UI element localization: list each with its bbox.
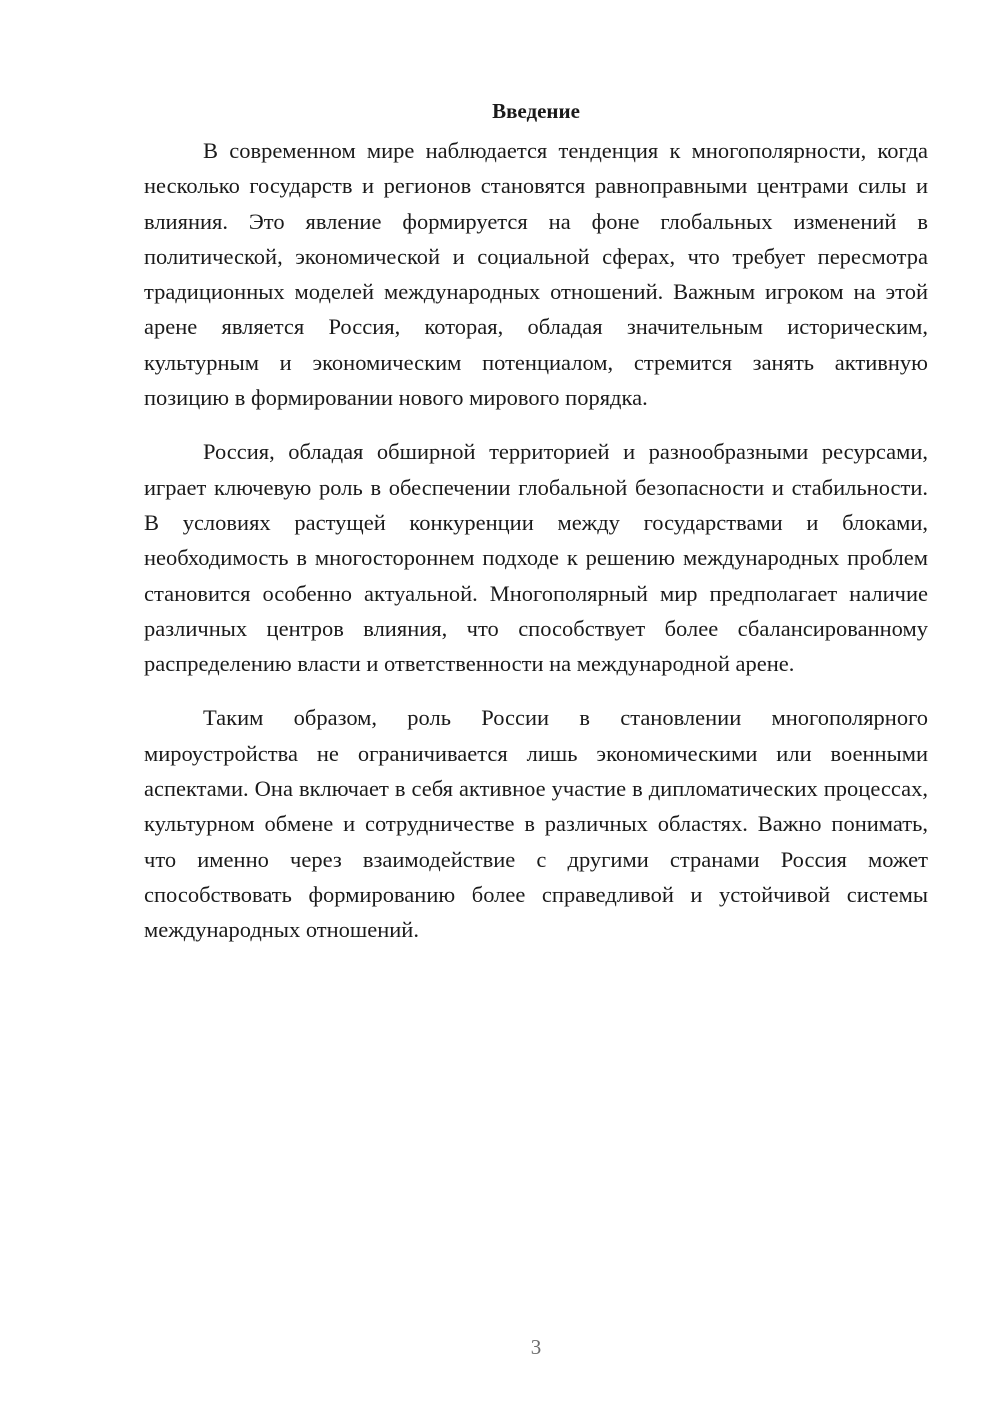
paragraph-3: Таким образом, роль России в становлении многополярного мироустройства не ограничивается лишь экономическими или военными аспектами. Она включает в себя активное участие в дипломатических процессах, культурном обмене и сотрудничестве в различных областях. Важно понимать, что именно через взаимодействие с другими странами Россия может способствовать формированию более справедливой и устойчивой системы международных отношений. xyxy=(144,705,928,943)
page-number: 3 xyxy=(530,1335,542,1359)
paragraph-2: Россия, обладая обширной территорией и разнообразными ресурсами, играет ключевую роль в обеспечении глобальной безопасности и стабильности. В условиях растущей конкуренции между государствами и блоками, необходимость в многостороннем подходе к решению международных проблем становится особенно актуальной. Многополярный мир предполагает наличие различных центров влияния, что способствует более сбалансированному распределению власти и ответственности на международной арене. xyxy=(144,439,928,677)
paragraph-1: В современном мире наблюдается тенденция к многополярности, когда несколько государств и регионов становятся равноправными центрами силы и влияния. Это явление формируется на фоне глобальных изменений в политической, экономической и социальной сферах, что требует пересмотра традиционных моделей международных отношений. Важным игроком на этой арене является Россия, которая, обладая значительным историческим, культурным и экономическим потенциалом, стремится занять активную позицию в формировании нового мирового порядка. xyxy=(144,138,928,411)
section-title: Введение xyxy=(492,99,580,123)
page-content xyxy=(144,96,928,967)
